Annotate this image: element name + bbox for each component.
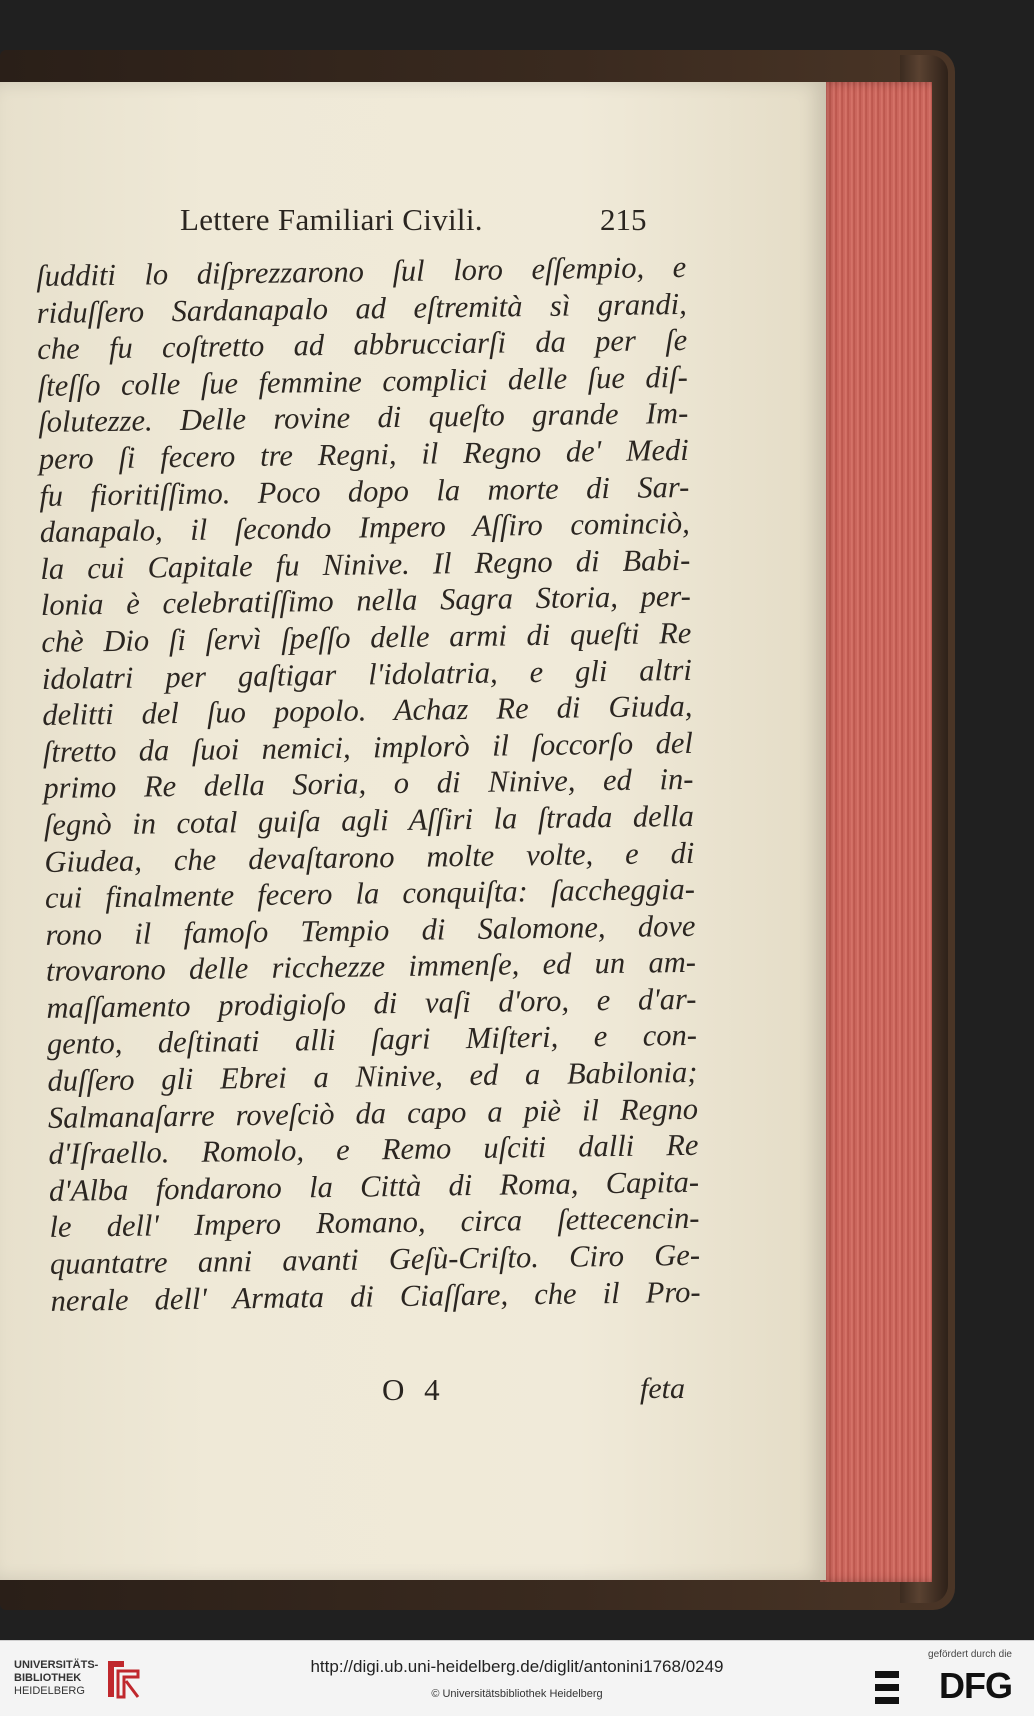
text-line: ſteſſo colle ſue femmine complici delle ſue diſ- bbox=[37, 359, 688, 403]
text-line: lonia è celebratiſſimo nella Sagra Storia, per- bbox=[40, 579, 692, 623]
library-name-line1: UNIVERSITÄTS- bbox=[14, 1659, 99, 1671]
dfg-logo[interactable]: DFG bbox=[939, 1665, 1012, 1706]
text-line: nerale dell' Armata di Ciaſſare, che il Pro- bbox=[50, 1274, 701, 1318]
text-line: Salmanaſarre roveſciò da capo a piè il Regno bbox=[47, 1091, 699, 1135]
signature-mark: O 4 bbox=[382, 1372, 446, 1407]
text-line: maſſamento prodigioſo di vaſi d'oro, e d'ar- bbox=[46, 981, 697, 1025]
text-line: pero ſi fecero tre Regni, il Regno de' Medi bbox=[38, 432, 689, 476]
text-line: ſudditi lo diſprezzarono ſul loro eſſempio, e bbox=[36, 249, 687, 293]
text-line: le dell' Impero Romano, circa ſettecencin- bbox=[49, 1201, 700, 1245]
dfg-stripes-icon bbox=[875, 1671, 899, 1705]
text-line: quantatre anni avanti Geſù-Criſto. Ciro Ge- bbox=[49, 1237, 701, 1281]
text-line: chè Dio ſi ſervì ſpeſſo delle armi di queſti Re bbox=[41, 615, 692, 659]
book-page bbox=[0, 82, 826, 1580]
catchword: feta bbox=[640, 1372, 685, 1405]
text-line: d'Alba fondarono la Città di Roma, Capita- bbox=[48, 1164, 700, 1208]
text-line: duſſero gli Ebrei a Ninive, ed a Babilonia; bbox=[47, 1054, 698, 1098]
text-line: fu fioritiſſimo. Poco dopo la morte di Sar- bbox=[39, 469, 690, 513]
text-line: riduſſero Sardanapalo ad eſtremità sì grandi, bbox=[36, 286, 687, 330]
text-line: delitti del ſuo popolo. Achaz Re di Giuda, bbox=[42, 689, 693, 733]
text-line: danapalo, il ſecondo Impero Aſſiro cominciò, bbox=[39, 506, 691, 550]
text-line: cui finalmente fecero la conquiſta: ſaccheggia- bbox=[44, 871, 696, 916]
text-line: idolatri per gaſtigar l'idolatria, e gli altri bbox=[41, 652, 693, 696]
text-line: primo Re della Soria, o di Ninive, ed in- bbox=[43, 762, 694, 806]
page-edges bbox=[820, 82, 932, 1582]
funder-label: gefördert durch die bbox=[928, 1649, 1012, 1660]
body-text bbox=[36, 249, 701, 1319]
text-line: rono il famoſo Tempio di Salomone, dove bbox=[45, 908, 696, 952]
text-line: ſtretto da ſuoi nemici, implorò il ſoccorſo del bbox=[42, 725, 694, 769]
text-line: che fu coſtretto ad abbrucciarſi da per ſe bbox=[37, 323, 688, 367]
text-line: ſegnò in cotal guiſa agli Aſſiri la ſtrada della bbox=[43, 798, 695, 842]
text-line: Giudea, che devaſtarono molte volte, e di bbox=[44, 835, 695, 879]
permalink-url[interactable]: http://digi.ub.uni-heidelberg.de/diglit/antonini1768/0249 bbox=[310, 1657, 724, 1676]
text-line: d'Iſraello. Romolo, e Remo uſciti dalli Re bbox=[48, 1128, 699, 1172]
text-line: la cui Capitale fu Ninive. Il Regno di Babi- bbox=[40, 542, 691, 586]
page-number: 215 bbox=[600, 202, 647, 237]
viewer-footer bbox=[0, 1640, 1034, 1716]
text-line: ſolutezze. Delle rovine di queſto grande Im- bbox=[38, 396, 689, 440]
library-name-line2: BIBLIOTHEK bbox=[14, 1672, 82, 1684]
text-line: trovarono delle ricchezze immenſe, ed un am- bbox=[45, 945, 697, 989]
text-line: gento, deſtinati alli ſagri Miſteri, e con- bbox=[46, 1018, 698, 1062]
copyright-notice: © Universitätsbibliothek Heidelberg bbox=[431, 1688, 603, 1700]
running-head: Lettere Familiari Civili. bbox=[180, 202, 483, 237]
library-name-line3: HEIDELBERG bbox=[14, 1685, 85, 1697]
